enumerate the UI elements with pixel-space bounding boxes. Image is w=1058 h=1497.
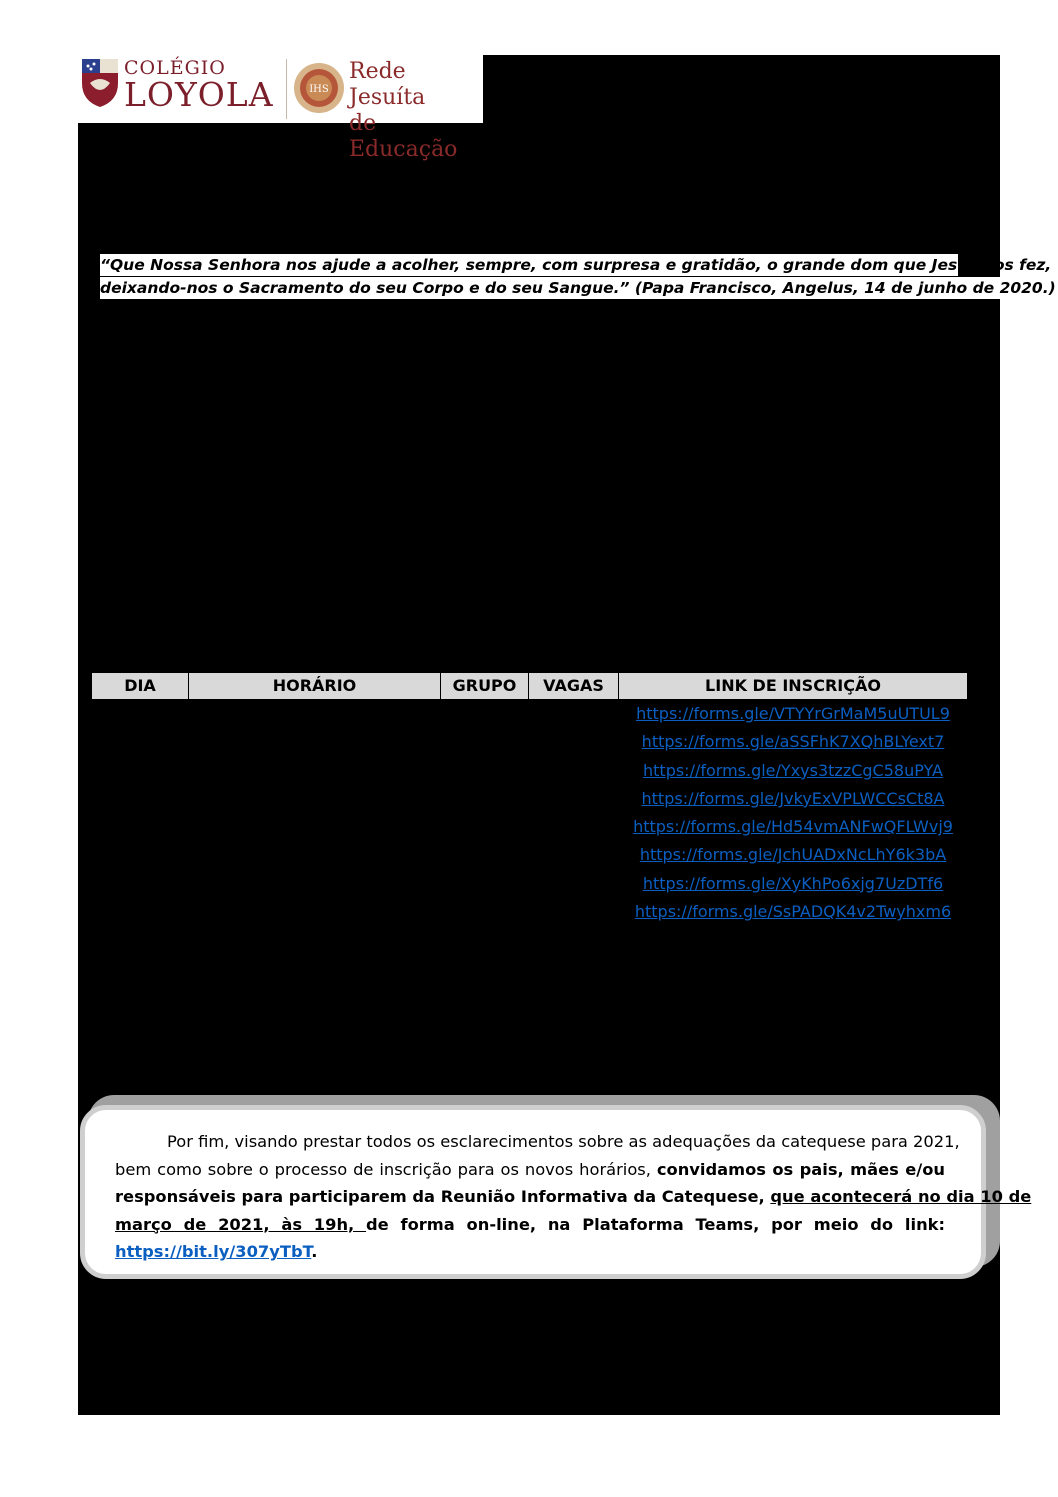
- logo-divider: [286, 59, 287, 119]
- network-line-2: de Educação: [349, 111, 458, 162]
- notice-line-3: responsáveis para participarem da Reunião Informativa da Catequese, que acontecerá no dia 10 de: [115, 1187, 1032, 1206]
- svg-text:IHS: IHS: [309, 84, 329, 95]
- jesuit-sun-icon: [292, 61, 346, 115]
- network-wordmark: [349, 59, 483, 163]
- logo-small-text: COLÉGIO: [124, 57, 226, 79]
- notice-line-4: março de 2021, às 19h, de forma on-line, na Plataforma Teams, por meio do link:: [115, 1214, 945, 1234]
- network-line-1: Rede Jesuíta: [349, 59, 426, 110]
- registration-link[interactable]: https://forms.gle/Hd54vmANFwQFLWvj9: [633, 817, 953, 837]
- crest-icon: [80, 57, 120, 109]
- schedule-table-header: [92, 673, 967, 699]
- meeting-link[interactable]: https://bit.ly/307yTbT: [115, 1242, 312, 1261]
- registration-link[interactable]: https://forms.gle/JvkyExVPLWCCsCt8A: [641, 788, 945, 808]
- notice-line-1: Por fim, visando prestar todos os esclarecimentos sobre as adequações da catequese para 2021,: [167, 1132, 960, 1151]
- registration-link[interactable]: https://forms.gle/SsPADQK4v2Twyhxm6: [634, 902, 952, 922]
- column-header-link: LINK DE INSCRIÇÃO: [705, 676, 881, 695]
- registration-link[interactable]: https://forms.gle/XyKhPo6xjg7UzDTf6: [642, 873, 944, 893]
- quote-line-1: “Que Nossa Senhora nos ajude a acolher, sempre, com surpresa e gratidão, o grande dom que Jesus nos fez,: [100, 256, 1052, 274]
- school-logo-header: [78, 55, 483, 162]
- column-header-grupo: GRUPO: [441, 673, 529, 699]
- logo-wordmark: [124, 57, 274, 114]
- quote-line-2: deixando-nos o Sacramento do seu Corpo e do seu Sangue.” (Papa Francisco, Angelus, 14 de junho de 2020.): [100, 279, 1056, 297]
- column-header-horario: HORÁRIO: [189, 673, 441, 699]
- registration-links-column: [619, 701, 967, 927]
- registration-link[interactable]: https://forms.gle/VTYYrGrMaM5uUTUL9: [636, 704, 950, 723]
- registration-link[interactable]: https://forms.gle/JchUADxNcLhY6k3bA: [639, 845, 947, 865]
- notice-line-2: bem como sobre o processo de inscrição para os novos horários, convidamos os pais, mães e/ou: [115, 1159, 945, 1179]
- column-header-vagas: VAGAS: [529, 673, 619, 699]
- notice-line-5: https://bit.ly/307yTbT.: [115, 1242, 318, 1261]
- logo-big-text: LOYOLA: [124, 75, 274, 114]
- notice-text: [115, 1128, 1032, 1266]
- column-header-dia: DIA: [92, 673, 189, 699]
- registration-link[interactable]: https://forms.gle/aSSFhK7XQhBLYext7: [641, 732, 945, 752]
- registration-link[interactable]: https://forms.gle/Yxys3tzzCgC58uPYA: [643, 760, 943, 780]
